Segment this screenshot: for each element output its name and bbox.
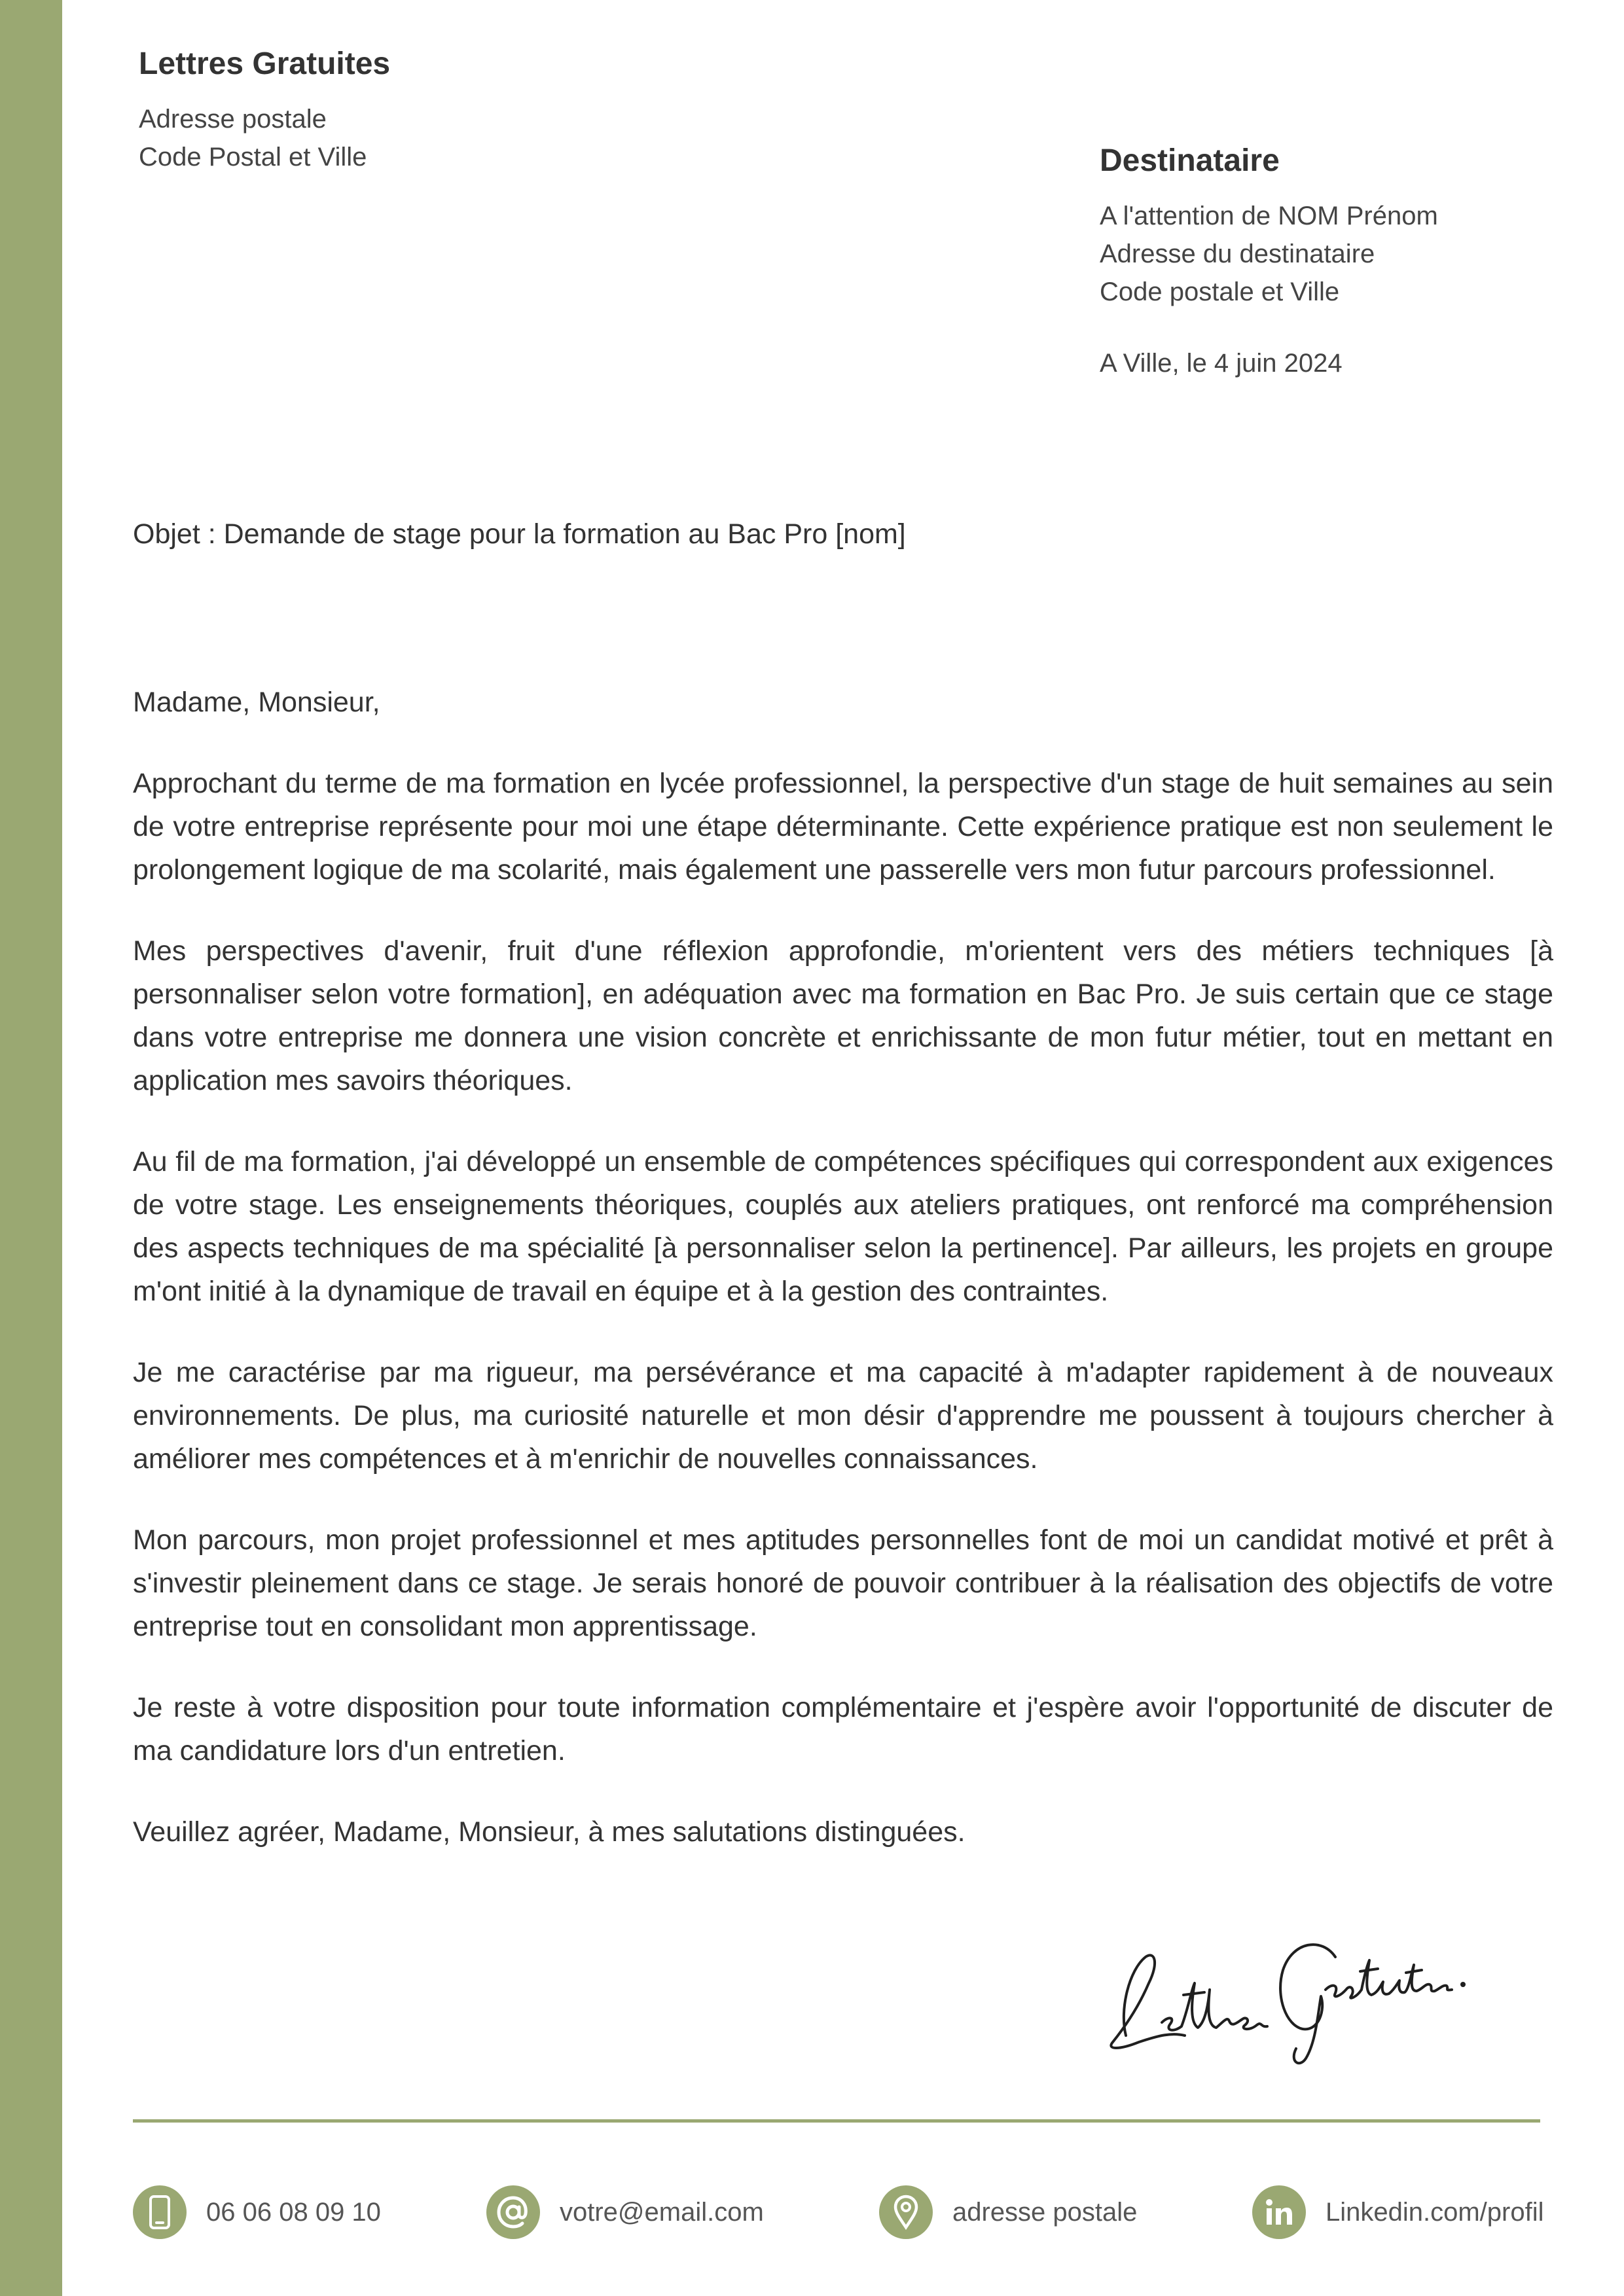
phone-number[interactable]: 06 06 08 09 10 [206,2197,381,2227]
recipient-block [1100,143,1438,378]
letter-paragraph: Je reste à votre disposition pour toute information complémentaire et j'espère avoir l'opportunité de discuter de ma candidature lors d'un entretien. [133,1692,1553,1767]
contact-email [486,2183,764,2242]
linkedin-url[interactable]: Linkedin.com/profil [1326,2197,1544,2227]
at-icon [486,2185,540,2239]
location-pin-icon [879,2185,933,2239]
contact-footer [133,2183,1544,2242]
letter-paragraph: Je me caractérise par ma rigueur, ma persévérance et ma capacité à m'adapter rapidement à de nouveaux environnements. De plus, ma curiosité naturelle et mon désir d'apprendre me poussent à toujours chercher à améliorer mes compétences et à m'enrichir de nouvelles connaissances. [133,1357,1553,1475]
contact-address [879,2183,1137,2242]
letter-paragraph: Mon parcours, mon projet professionnel et mes aptitudes personnelles font de moi un candidat motivé et prêt à s'investir pleinement dans ce stage. Je serais honoré de pouvoir contribuer à la réalisation des objectifs de votre entreprise tout en consolidant mon apprentissage. [133,1524,1553,1642]
sender-block [139,46,390,176]
side-accent-band [0,0,62,2296]
phone-icon [133,2185,187,2239]
recipient-city: Code postale et Ville [1100,278,1340,306]
linkedin-icon [1252,2185,1306,2239]
sender-city: Code Postal et Ville [139,143,367,171]
handwritten-signature [1100,1911,1479,2068]
letter-paragraph: Mes perspectives d'avenir, fruit d'une réflexion approfondie, m'orientent vers des métiers techniques [à personnaliser selon votre formation], en adéquation avec ma formation en Bac Pro. Je suis certain que ce stage dans votre entreprise me donnera une vision concrète et enrichissante de mon futur métier, tout en mettant en application mes savoirs théoriques. [133,935,1553,1096]
contact-linkedin [1252,2183,1544,2242]
letter-paragraph: Au fil de ma formation, j'ai développé un ensemble de compétences spécifiques qui correspondent aux exigences de votre stage. Les enseignements théoriques, couplés aux ateliers pratiques, ont renforcé ma compréhension des aspects techniques de ma spécialité [à personnaliser selon la pertinence]. Par ailleurs, les projets en groupe m'ont initié à la dynamique de travail en équipe et à la gestion des contraintes. [133,1146,1553,1307]
contact-phone [133,2183,381,2242]
footer-divider [133,2119,1540,2123]
recipient-title: Destinataire [1100,143,1280,178]
letter-date: A Ville, le 4 juin 2024 [1100,349,1343,378]
recipient-address: Adresse du destinataire [1100,240,1375,268]
sender-address: Adresse postale [139,105,327,134]
letter-body [133,681,1553,1892]
letter-subject: Objet : Demande de stage pour la formation au Bac Pro [nom] [133,518,906,550]
recipient-attention: A l'attention de NOM Prénom [1100,202,1438,230]
sender-name: Lettres Gratuites [139,46,391,81]
letter-closing: Veuillez agréer, Madame, Monsieur, à mes salutations distinguées. [133,1816,965,1848]
email-address[interactable]: votre@email.com [560,2197,764,2227]
letter-paragraph: Approchant du terme de ma formation en lycée professionnel, la perspective d'un stage de huit semaines au sein de votre entreprise représente pour moi une étape déterminante. Cette expérience pratique est non seulement le prolongement logique de ma scolarité, mais également une passerelle vers mon futur parcours professionnel. [133,768,1553,886]
postal-address: adresse postale [952,2197,1138,2227]
letter-greeting: Madame, Monsieur, [133,687,380,718]
